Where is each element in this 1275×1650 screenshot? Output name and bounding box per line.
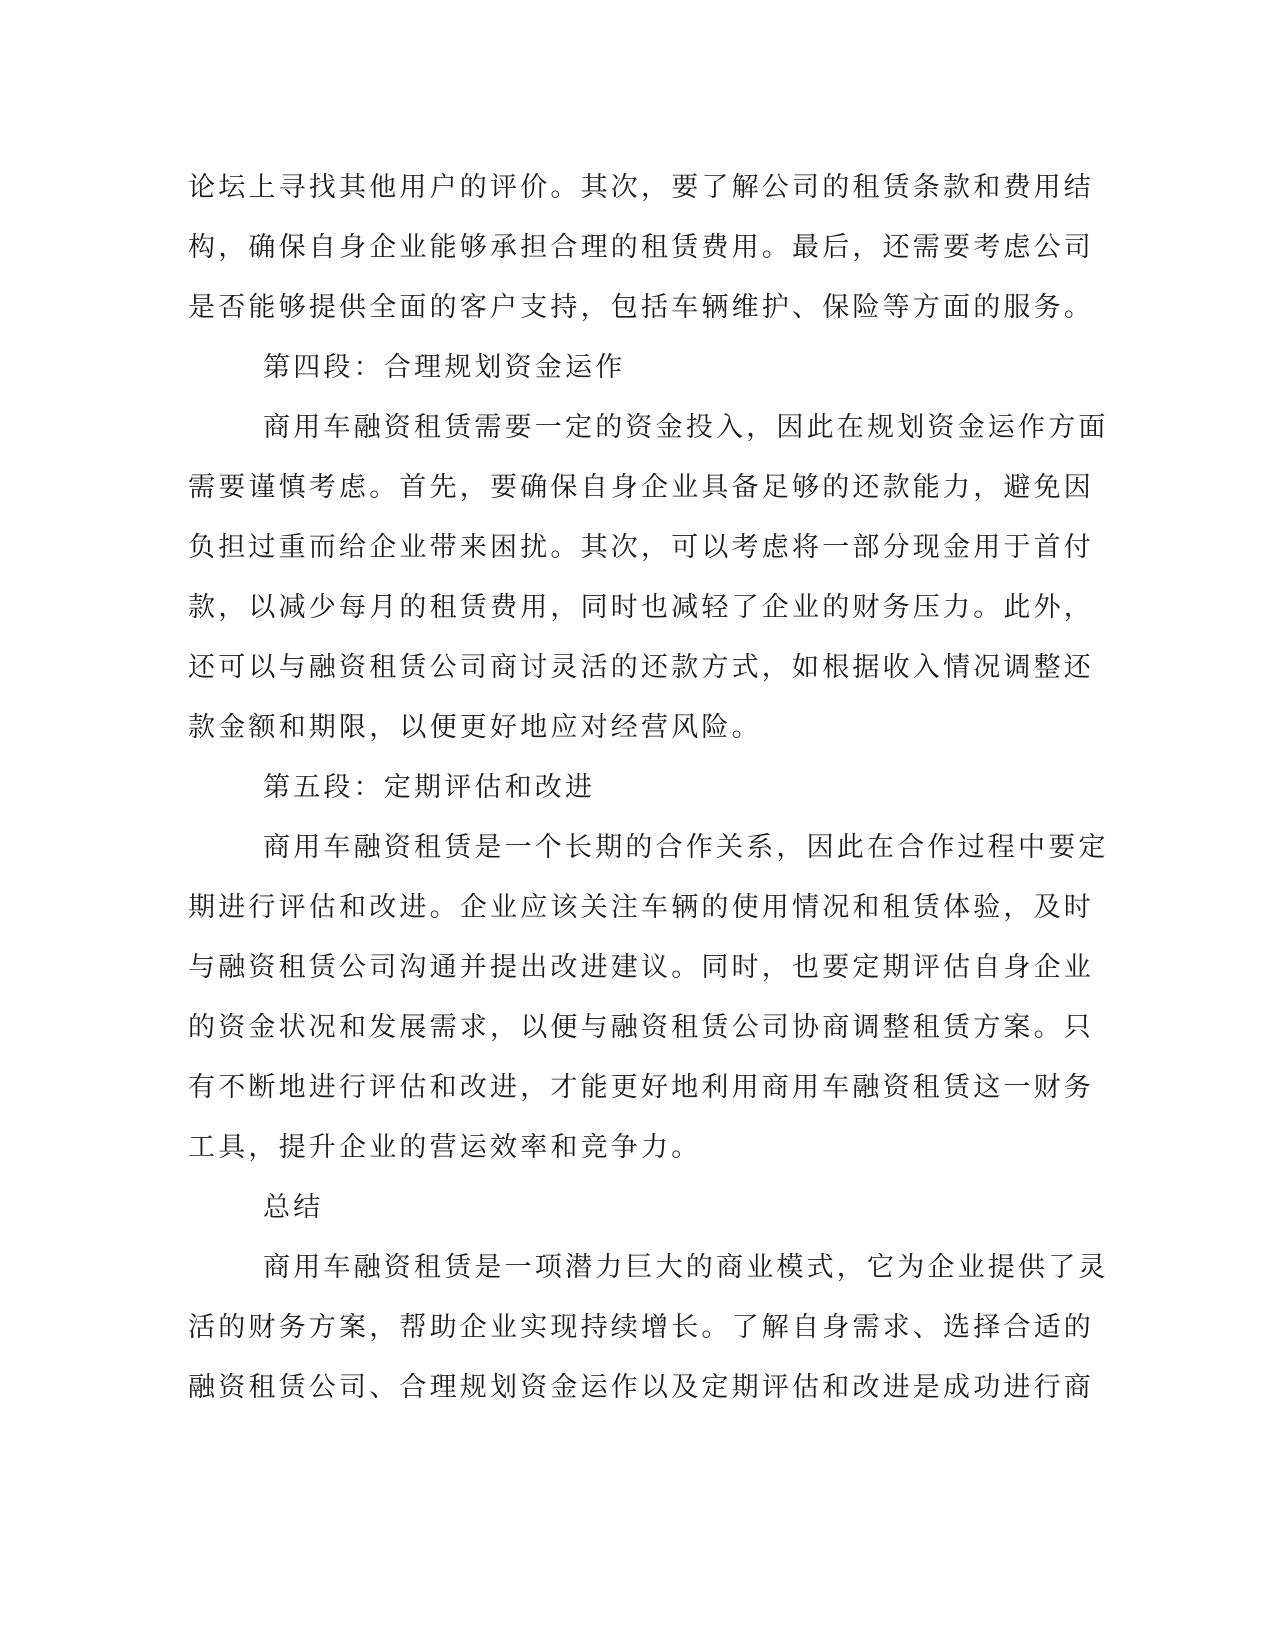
text-line: 负担过重而给企业带来困扰。其次，可以考虑将一部分现金用于首付	[188, 532, 1094, 563]
text-line: 与融资租赁公司沟通并提出改进建议。同时，也要定期评估自身企业	[188, 952, 1094, 983]
text-line: 期进行评估和改进。企业应该关注车辆的使用情况和租赁体验，及时	[188, 892, 1094, 923]
text-line: 论坛上寻找其他用户的评价。其次，要了解公司的租赁条款和费用结	[188, 172, 1094, 203]
text-line: 需要谨慎考虑。首先，要确保自身企业具备足够的还款能力，避免因	[188, 472, 1094, 503]
text-line: 融资租赁公司、合理规划资金运作以及定期评估和改进是成功进行商	[188, 1372, 1094, 1403]
text-line: 构，确保自身企业能够承担合理的租赁费用。最后，还需要考虑公司	[188, 232, 1094, 263]
text-line: 的资金状况和发展需求，以便与融资租赁公司协商调整租赁方案。只	[188, 1012, 1094, 1043]
text-line: 商用车融资租赁需要一定的资金投入，因此在规划资金运作方面	[263, 412, 1109, 443]
document-body	[188, 158, 1109, 1418]
text-line: 款，以减少每月的租赁费用，同时也减轻了企业的财务压力。此外，	[188, 592, 1094, 623]
text-line: 有不断地进行评估和改进，才能更好地利用商用车融资租赁这一财务	[188, 1072, 1094, 1103]
section-heading-4: 第四段：合理规划资金运作	[263, 352, 626, 383]
text-line: 工具，提升企业的营运效率和竞争力。	[188, 1132, 702, 1163]
text-line: 商用车融资租赁是一个长期的合作关系，因此在合作过程中要定	[263, 832, 1109, 863]
section-heading-summary: 总结	[263, 1192, 324, 1223]
text-line: 活的财务方案，帮助企业实现持续增长。了解自身需求、选择合适的	[188, 1312, 1094, 1343]
section-heading-5: 第五段：定期评估和改进	[263, 772, 596, 803]
text-line: 款金额和期限，以便更好地应对经营风险。	[188, 712, 762, 743]
text-line: 是否能够提供全面的客户支持，包括车辆维护、保险等方面的服务。	[188, 292, 1094, 323]
text-line: 还可以与融资租赁公司商讨灵活的还款方式，如根据收入情况调整还	[188, 652, 1094, 683]
text-line: 商用车融资租赁是一项潜力巨大的商业模式，它为企业提供了灵	[263, 1252, 1109, 1283]
